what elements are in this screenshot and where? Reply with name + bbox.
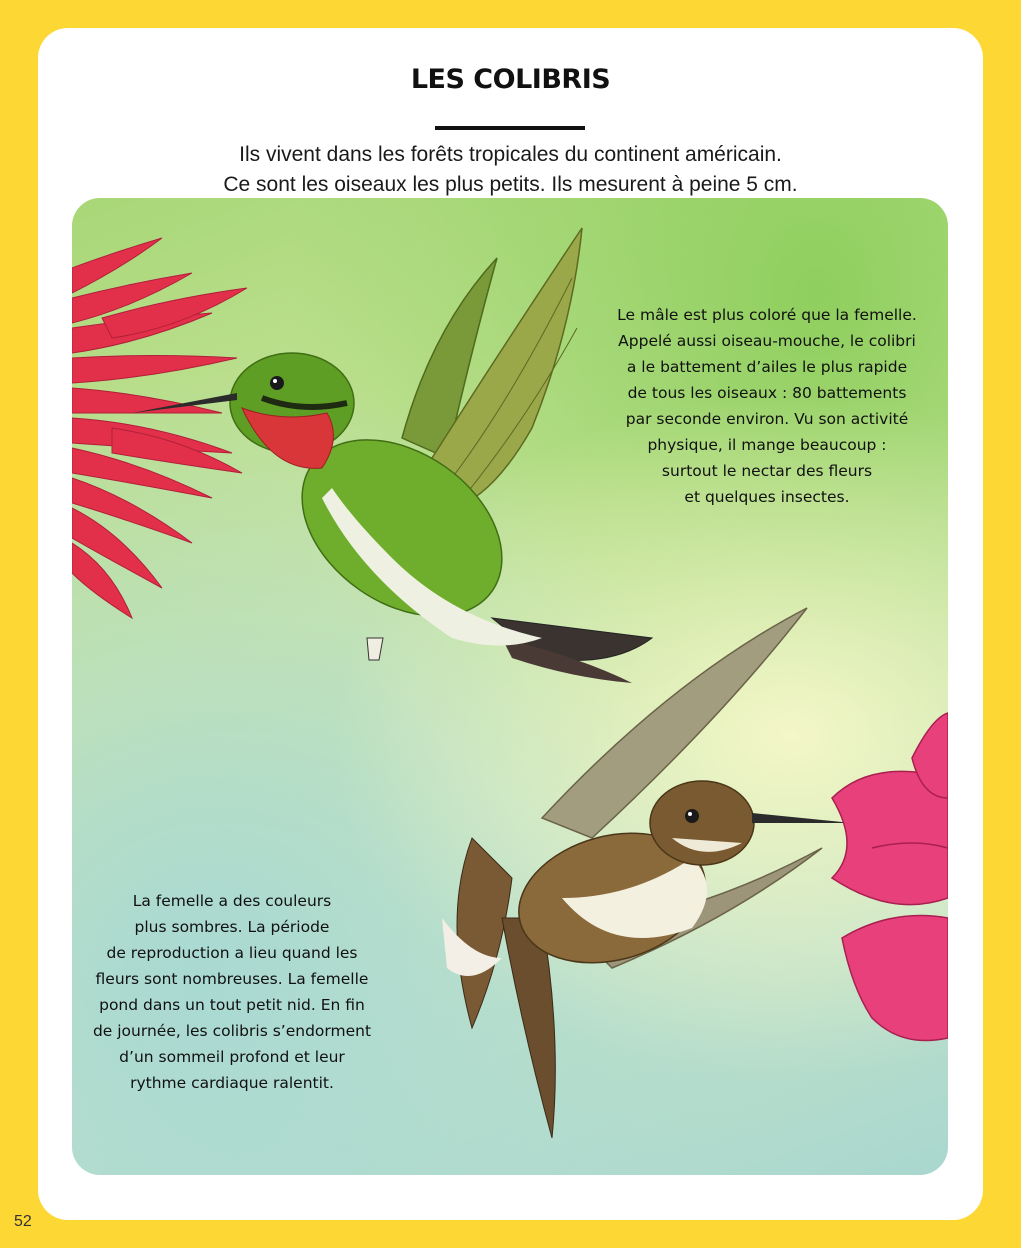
page-panel [38,28,983,1220]
caption-line: d’un sommeil profond et leur [119,1048,345,1066]
male-caption [582,302,948,510]
caption-line: La femelle a des couleurs [132,892,332,910]
page-title: LES COLIBRIS [410,64,611,95]
intro-line: Ce sont les oiseaux les plus petits. Ils mesurent à peine 5 cm. [223,173,798,196]
caption-line: plus sombres. La période [134,918,330,936]
pink-flowers [832,713,948,1041]
hummingbird-illustration [72,198,948,1175]
female-hummingbird [442,608,852,1138]
caption-line: physique, il mange beaucoup : [647,436,887,454]
caption-line: de tous les oiseaux : 80 battements [627,384,907,402]
caption-line: et quelques insectes. [684,488,850,506]
caption-line: pond dans un tout petit nid. En fin [99,996,365,1014]
intro-text [38,140,983,200]
caption-line: rythme cardiaque ralentit. [130,1074,334,1092]
page-number: 52 [14,1213,32,1230]
title-underline [435,126,585,130]
caption-line: surtout le nectar des fleurs [661,462,873,480]
female-caption [82,888,382,1096]
caption-line: a le battement d’ailes le plus rapide [626,358,908,376]
caption-line: par seconde environ. Vu son activité [625,410,909,428]
caption-line: Le mâle est plus coloré que la femelle. [617,306,917,324]
caption-line: de reproduction a lieu quand les [106,944,358,962]
caption-line: Appelé aussi oiseau-mouche, le colibri [618,332,916,350]
caption-line: de journée, les colibris s’endorment [92,1022,372,1040]
intro-line: Ils vivent dans les forêts tropicales du continent américain. [239,143,782,166]
caption-line: fleurs sont nombreuses. La femelle [95,970,369,988]
red-flower [72,238,247,618]
